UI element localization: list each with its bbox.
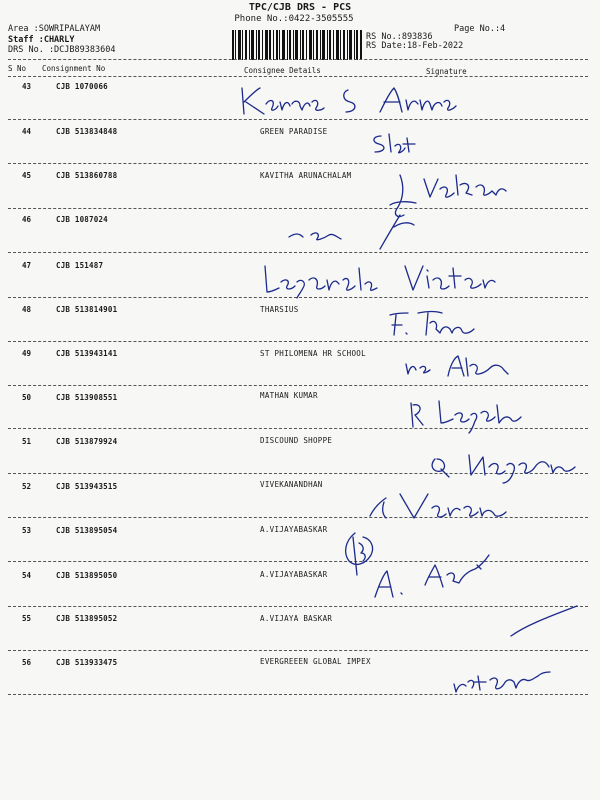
handwritten-signature bbox=[360, 488, 540, 528]
row-consignee: GREEN PARADISE bbox=[260, 127, 328, 136]
row-consignee: EVERGREEEN GLOBAL IMPEX bbox=[260, 657, 371, 666]
row-sno: 43 bbox=[22, 82, 32, 91]
handwritten-signature bbox=[335, 525, 515, 605]
rs-number: RS No.:893836 bbox=[366, 32, 433, 42]
row-consignment: CJB 513895052 bbox=[56, 614, 118, 623]
row-consignment: CJB 513933475 bbox=[56, 658, 118, 667]
area-field: Area :SOWRIPALAYAM bbox=[8, 24, 101, 34]
row-divider bbox=[8, 163, 588, 164]
row-sno: 45 bbox=[22, 171, 32, 180]
handwritten-signature bbox=[400, 350, 520, 382]
row-consignment: CJB 513908551 bbox=[56, 393, 118, 402]
row-consignment: CJB 513943515 bbox=[56, 482, 118, 491]
phone-number: Phone No.:0422-3505555 bbox=[234, 14, 354, 24]
row-consignment: CJB 151487 bbox=[56, 261, 104, 270]
row-sno: 48 bbox=[22, 305, 32, 314]
handwritten-signature bbox=[505, 600, 585, 640]
row-consignee: A.VIJAYA BASKAR bbox=[260, 614, 333, 623]
handwritten-signature bbox=[365, 130, 425, 158]
row-consignment: CJB 513860788 bbox=[56, 171, 118, 180]
header-divider-bottom bbox=[8, 76, 588, 77]
col-consignment: Consignment No bbox=[42, 64, 106, 73]
row-consignment: CJB 1087024 bbox=[56, 215, 108, 224]
page-number: Page No.:4 bbox=[454, 24, 506, 34]
handwritten-signature bbox=[255, 260, 505, 300]
handwritten-signature bbox=[380, 305, 490, 340]
row-sno: 52 bbox=[22, 482, 32, 491]
staff-field: Staff :CHARLY bbox=[8, 35, 75, 45]
row-consignee: MATHAN KUMAR bbox=[260, 391, 318, 400]
row-consignee: DISCOUND SHOPPE bbox=[260, 436, 333, 445]
row-sno: 53 bbox=[22, 526, 32, 535]
row-sno: 56 bbox=[22, 658, 32, 667]
col-consignee: Consignee Details bbox=[244, 66, 321, 75]
row-consignment: CJB 513895050 bbox=[56, 571, 118, 580]
row-consignment: CJB 1070066 bbox=[56, 82, 108, 91]
handwritten-signature bbox=[425, 445, 585, 485]
row-sno: 49 bbox=[22, 349, 32, 358]
row-divider bbox=[8, 650, 588, 651]
row-consignee: VIVEKANANDHAN bbox=[260, 480, 323, 489]
drs-number: DRS No. :DCJB89383604 bbox=[8, 45, 116, 55]
barcode bbox=[232, 30, 362, 60]
row-consignment: CJB 513895054 bbox=[56, 526, 118, 535]
row-consignee: ST PHILOMENA HR SCHOOL bbox=[260, 349, 366, 358]
col-sno: S No bbox=[8, 64, 27, 73]
row-divider bbox=[8, 341, 588, 342]
col-signature: Signature bbox=[426, 67, 467, 76]
row-divider bbox=[8, 385, 588, 386]
handwritten-signature bbox=[230, 80, 470, 120]
header-divider-top bbox=[8, 59, 588, 60]
handwritten-signature bbox=[405, 395, 525, 435]
handwritten-signature bbox=[440, 660, 560, 696]
handwritten-signature bbox=[285, 225, 345, 245]
row-sno: 50 bbox=[22, 393, 32, 402]
row-divider bbox=[8, 606, 588, 607]
row-sno: 47 bbox=[22, 261, 32, 270]
row-sno: 46 bbox=[22, 215, 32, 224]
rs-date: RS Date:18-Feb-2022 bbox=[366, 41, 464, 51]
row-sno: 51 bbox=[22, 437, 32, 446]
row-consignee: KAVITHA ARUNACHALAM bbox=[260, 171, 352, 180]
document-title: TPC/CJB DRS - PCS bbox=[248, 2, 352, 13]
row-consignee: A.VIJAYABASKAR bbox=[260, 570, 328, 579]
row-consignment: CJB 513814901 bbox=[56, 305, 118, 314]
row-consignment: CJB 513943141 bbox=[56, 349, 118, 358]
row-sno: 55 bbox=[22, 614, 32, 623]
row-consignee: A.VIJAYABASKAR bbox=[260, 525, 328, 534]
row-consignment: CJB 513879924 bbox=[56, 437, 118, 446]
row-sno: 44 bbox=[22, 127, 32, 136]
row-consignee: THARSIUS bbox=[260, 305, 299, 314]
handwritten-signature bbox=[360, 165, 520, 255]
row-sno: 54 bbox=[22, 571, 32, 580]
row-consignment: CJB 513834848 bbox=[56, 127, 118, 136]
